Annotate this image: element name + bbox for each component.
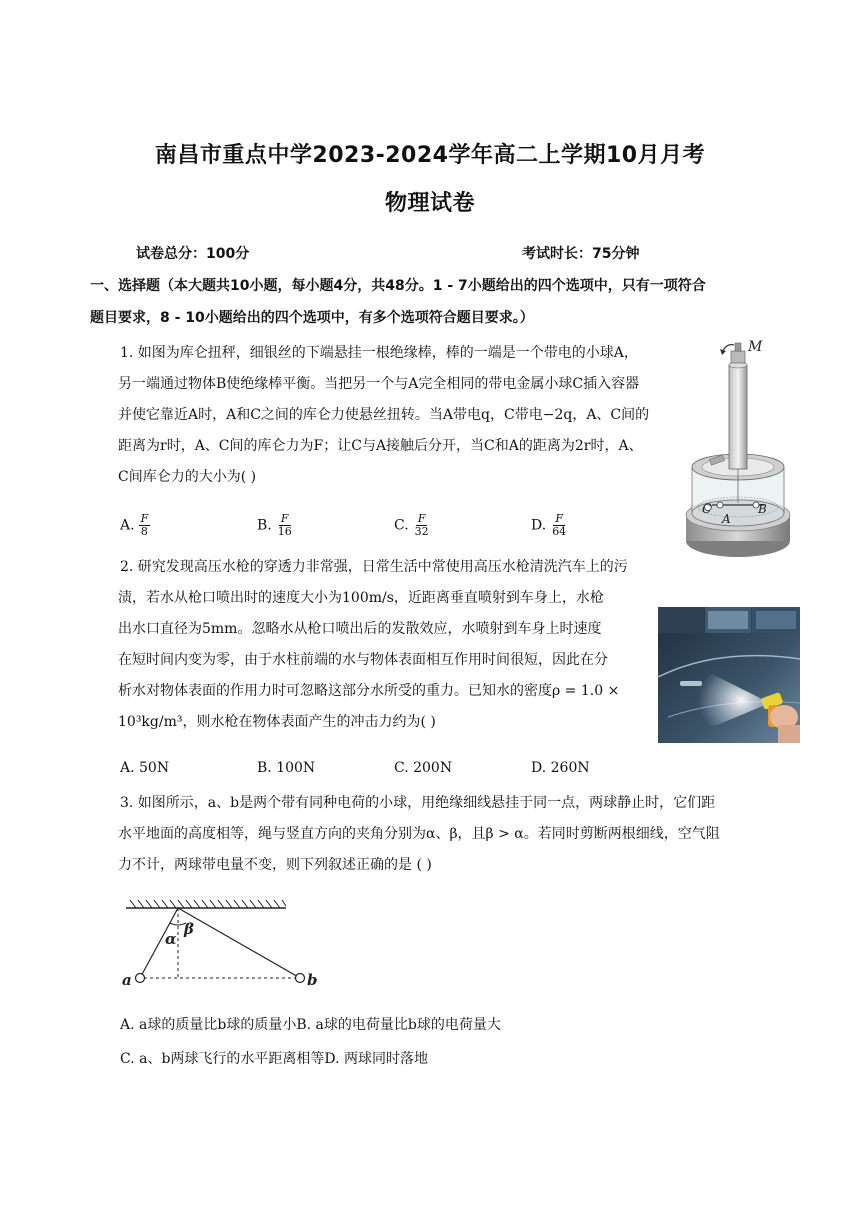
section-heading-line1: 一、选择题（本大题共10小题，每小题4分，共48分。1 - 7小题给出的四个选项中，只有一项符合 [90,278,706,294]
q2-option-c[interactable]: C. 200N [394,760,453,776]
q1-line: 另一端通过物体B使绝缘棒平衡。当把另一个与A完全相同的带电金属小球C插入容器 [118,376,640,392]
q2-line: 2. 研究发现高压水枪的穿透力非常强，日常生活中常使用高压水枪清洗汽车上的污 [120,559,628,575]
q1-option-b[interactable]: B. $\frac{F}{16}$ [257,512,292,538]
section-heading-line2: 题目要求，8 - 10小题给出的四个选项中，有多个选项符合题目要求。） [90,310,534,326]
exam-duration: 考试时长：75分钟 [522,246,640,262]
label-ball-b: b [307,971,318,989]
question-1 [120,338,680,493]
q2-option-a[interactable]: A. 50N [120,760,170,776]
label-c: C [702,502,712,516]
label-a: A [722,512,731,526]
page-title: 南昌市重点中学2023-2024学年高二上学期10月月考 [154,143,706,168]
coulomb-balance-figure [682,335,798,565]
q1-options [120,513,668,538]
water-gun-photo [658,607,800,743]
q2-line: 渍，若水从枪口喷出时的速度大小为100m/s，近距离垂直喷射到车身上，水枪 [118,590,604,606]
q3-option-d[interactable]: D. 两球同时落地 [324,1051,429,1067]
q1-line: 1. 如图为库仑扭秤，细银丝的下端悬挂一根绝缘棒，棒的一端是一个带电的小球A， [120,345,638,361]
question-2 [120,552,680,738]
q1-line: 距离为r时，A、C间的库仑力为F；让C与A接触后分开，当C和A的距离为2r时，A、 [118,438,643,454]
q2-line: 10³kg/m³，则水枪在物体表面产生的冲击力约为( ) [118,714,436,730]
q1-line: 并使它靠近A时，A和C之间的库仑力使悬丝扭转。当A带电q，C带电−2q，A、C间的 [118,407,650,423]
q3-options [120,1008,501,1076]
q3-line: 力不计，两球带电量不变，则下列叙述正确的是 ( ) [118,857,432,873]
q2-line: 析水对物体表面的作用力时可忽略这部分水所受的重力。已知水的密度ρ = 1.0 × [118,683,620,699]
q1-option-d[interactable]: D. $\frac{F}{64}$ [531,512,567,538]
q3-option-c[interactable]: C. a、b两球飞行的水平距离相等 [120,1051,325,1067]
q2-options [120,760,668,776]
q1-option-a[interactable]: A. $\frac{F}{8}$ [120,512,149,538]
section-heading [90,270,780,334]
q3-option-b[interactable]: B. a球的电荷量比b球的电荷量大 [296,1017,501,1033]
label-beta: β [184,920,194,938]
q3-line: 水平地面的高度相等，绳与竖直方向的夹角分别为α、β，且β > α。若同时剪断两根细线，空气阻 [118,826,720,842]
q1-option-c[interactable]: C. $\frac{F}{32}$ [394,512,429,538]
q2-option-b[interactable]: B. 100N [257,760,316,776]
q3-option-a[interactable]: A. a球的质量比b球的质量小 [120,1017,297,1033]
q2-option-d[interactable]: D. 260N [531,760,590,776]
hanging-charges-figure [118,896,328,996]
label-ball-a: a [122,971,132,989]
question-3 [120,788,780,881]
page-subtitle: 物理试卷 [384,191,475,216]
q1-line: C间库仑力的大小为( ) [118,469,257,485]
label-alpha: α [165,930,177,948]
q2-line: 在短时间内变为零，由于水柱前端的水与物体表面相互作用时间很短，因此在分 [118,652,608,668]
q2-line: 出水口直径为5mm。忽略水从枪口喷出后的发散效应，水喷射到车身上时速度 [118,621,602,637]
q3-line: 3. 如图所示，a、b是两个带有同种电荷的小球，用绝缘细线悬挂于同一点，两球静止时，它们距 [120,795,716,811]
total-score: 试卷总分：100分 [136,246,250,262]
label-m: M [748,339,763,355]
label-b: B [758,502,767,516]
